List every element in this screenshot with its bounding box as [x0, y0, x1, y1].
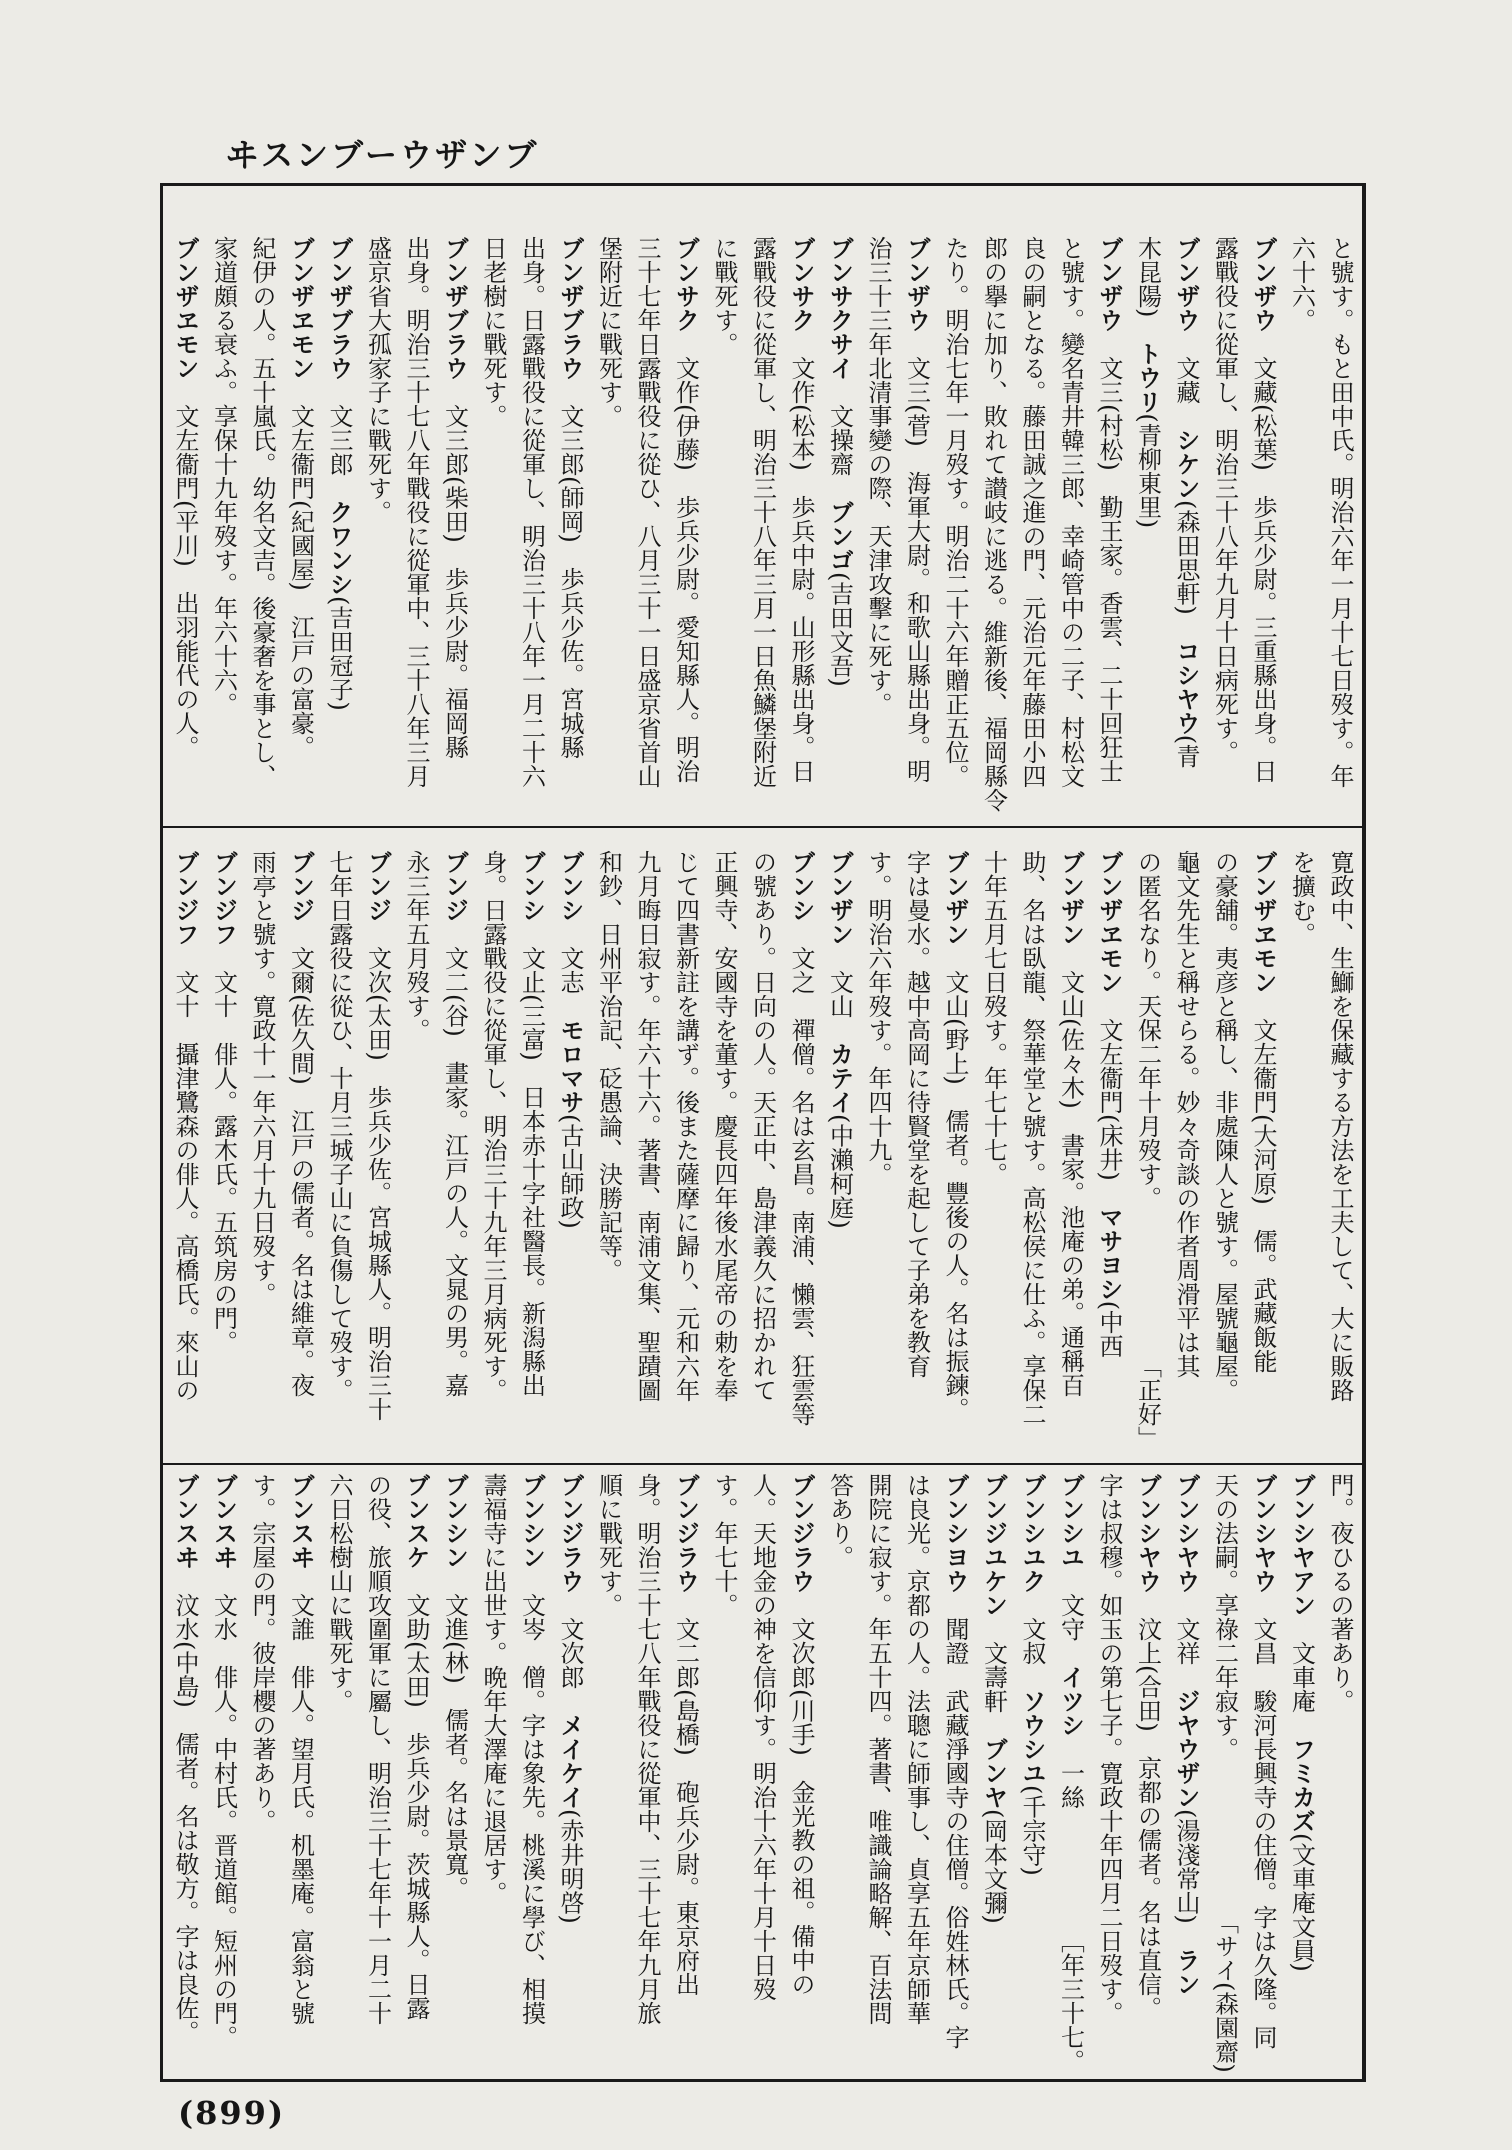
- reading-kana: ブンシヤウ: [1133, 1473, 1162, 1593]
- entry-column: [435, 236, 474, 820]
- entry-text: の豪舖。夷彦と稱し、非處陳人と號す。屋號龜屋。: [1210, 850, 1239, 1402]
- entry-column: [512, 850, 551, 1450]
- entry-text: す。明治六年歿す。年四十九。: [864, 850, 892, 1186]
- entry-column: [1282, 850, 1321, 1450]
- entry-column: [358, 236, 397, 820]
- entry-column: [1013, 236, 1052, 820]
- entry-text: 文昌 駿河長興寺の住僧。字は久隆。同: [1249, 1593, 1277, 2049]
- entry-text: 十年五月七日歿す。年七十七。: [979, 850, 1008, 1186]
- entry-column: [1013, 850, 1052, 1450]
- upper-tier: [165, 186, 1359, 826]
- reading-kana: ブンザブラウ: [325, 236, 353, 380]
- entry-column: [243, 236, 282, 820]
- reading-kana: ブンジユケン: [979, 1473, 1008, 1617]
- reading-kana: ブンザン: [1056, 850, 1085, 946]
- entry-column: [551, 1473, 590, 2073]
- entry-column: [1321, 850, 1360, 1450]
- entry-text: と號す。變名青井韓三郎、幸崎管中の二子、村松文: [1056, 236, 1085, 788]
- entry-text: 三十七年日露戰役に從ひ、八月三十一日盛京省首山: [633, 236, 661, 788]
- entry-column: [512, 236, 551, 820]
- reading-kana: ブンサク: [787, 236, 815, 332]
- dictionary-frame: [160, 183, 1366, 2082]
- entry-column: [1167, 850, 1206, 1450]
- entry-column: [1205, 1473, 1244, 2073]
- reading-kana: カテイ: [825, 1042, 854, 1114]
- entry-text: 文藏: [1172, 332, 1200, 428]
- entry-text: 文二(谷) 畫家。江戸の人。文晁の男。嘉: [440, 922, 469, 1397]
- entry-column: [936, 236, 975, 820]
- entry-text: 文作(松本) 歩兵中尉。山形縣出身。日: [787, 332, 815, 783]
- entry-column: [1013, 1473, 1052, 2073]
- entry-column: [1051, 1473, 1090, 2073]
- entry-text: 汶上(合田) 京都の儒者。名は直信。: [1133, 1593, 1162, 2020]
- entry-text: (岡本文彌): [979, 1809, 1008, 1924]
- entry-text: に戰死す。: [710, 236, 738, 356]
- entry-text: じて四書新註を講ず。後また薩摩に歸り、元和六年: [671, 850, 700, 1402]
- reading-kana: フミカズ: [1287, 1737, 1316, 1833]
- reading-kana: ラン: [1172, 1947, 1200, 1996]
- entry-column: [705, 1473, 744, 2073]
- entry-text: 七年日露役に從ひ、十月三城子山に負傷して歿す。: [325, 850, 353, 1402]
- entry-column: [859, 236, 898, 820]
- entry-text: 永三年五月歿す。: [402, 850, 430, 1042]
- entry-text: 文三郎(師岡) 歩兵少佐。宮城縣: [556, 380, 584, 759]
- entry-text: 文志: [556, 922, 584, 1018]
- reading-kana: ブンジ: [363, 850, 392, 922]
- entry-column: [1167, 236, 1206, 820]
- entry-column: [1090, 236, 1129, 820]
- entry-text: 文三(村松) 勤王家。香雲、二十回狂士: [1095, 332, 1123, 783]
- reading-kana: ブンスヰ: [286, 1473, 315, 1569]
- reading-kana: イツシ: [1056, 1665, 1085, 1737]
- entry-text: 文之 禪僧。名は玄昌。南浦、懶雲、狂雲等: [787, 922, 815, 1426]
- entry-column: [936, 850, 975, 1450]
- entry-column: [166, 1473, 205, 2073]
- reading-kana: モロマサ: [556, 1018, 584, 1114]
- reading-kana: ブンサクサイ: [825, 236, 854, 380]
- reading-kana: ブンスケ: [402, 1473, 430, 1569]
- entry-text: 文誰 俳人。望月氏。机墨庵。富翁と號: [286, 1569, 315, 2025]
- entry-text: 聞證 武藏淨國寺の住僧。俗姓林氏。字: [941, 1593, 969, 2049]
- entry-column: [666, 1473, 705, 2073]
- entry-column: [589, 850, 628, 1450]
- reading-kana: ブンジラウ: [787, 1473, 815, 1593]
- entry-text: 文次郎: [556, 1593, 584, 1713]
- reading-kana: マサヨシ: [1095, 1204, 1123, 1301]
- entry-column: [281, 236, 320, 820]
- entry-text: たり。明治七年一月歿す。明治二十六年贈正五位。: [941, 236, 969, 788]
- entry-column: [1244, 1473, 1283, 2073]
- entry-column: [320, 236, 359, 820]
- entry-column: [628, 236, 667, 820]
- entry-text: の役、旅順攻圍軍に屬し、明治三十七年十一月二十: [363, 1473, 392, 2025]
- reading-kana: ブンサク: [671, 236, 700, 332]
- entry-column: [551, 850, 590, 1450]
- entry-column: [204, 850, 243, 1450]
- entry-text: 文祥: [1172, 1593, 1200, 1689]
- entry-text: 紀伊の人。五十嵐氏。幼名文吉。後豪奢を事とし、: [248, 236, 276, 788]
- entry-text: 文止(三富) 日本赤十字社醫長。新潟縣出: [517, 922, 546, 1397]
- reading-kana: ブンザウ: [1095, 236, 1123, 332]
- entry-text: は良光。京都の人。法聰に師事し、貞享五年京師華: [902, 1473, 931, 2025]
- entry-column: [1321, 1473, 1360, 2073]
- entry-column: [666, 850, 705, 1450]
- entry-text: (吉田冠子): [325, 596, 353, 711]
- page-number: (899): [178, 2094, 286, 2132]
- entry-text: 和鈔、日州平治記、砭愚論、決勝記等。: [594, 850, 623, 1282]
- entry-column: [358, 1473, 397, 2073]
- entry-text: 身。日露戰役に從軍し、明治三十九年三月病死す。: [479, 850, 507, 1402]
- entry-column: [204, 1473, 243, 2073]
- entry-text: 文二郎(島橋) 砲兵少尉。東京府出: [671, 1593, 700, 1996]
- entry-text: 文左衞門(大河原) 儒。武藏飯能: [1249, 994, 1277, 1373]
- entry-text: (中西: [1095, 1300, 1123, 1359]
- entry-column: [204, 236, 243, 820]
- reading-kana: ブンザヱモン: [1249, 850, 1277, 994]
- entry-column: [397, 1473, 436, 2073]
- entry-text: 身。明治三十七八年戰役に從軍中、三十七年九月旅: [633, 1473, 661, 2025]
- entry-column: [859, 850, 898, 1450]
- entry-text: す。宗屋の門。彼岸櫻の著あり。: [248, 1473, 276, 1833]
- entry-text: (青柳東里): [1133, 413, 1162, 529]
- entry-column: [743, 850, 782, 1450]
- entry-text: の匿名なり。天保二年十月歿す。: [1133, 850, 1162, 1210]
- entry-text: 露戰役に從軍し、明治三十八年三月一日魚鱗堡附近: [748, 236, 777, 788]
- entry-column: [743, 1473, 782, 2073]
- entry-text: 六十六。: [1287, 236, 1316, 332]
- running-head: ヰスンブーウザンブ: [226, 136, 540, 174]
- entry-text: 文進(林) 儒者。名は景寬。: [440, 1569, 469, 1900]
- entry-column: [974, 850, 1013, 1450]
- entry-text: 人。天地金の神を信仰す。明治十六年十月十日歿: [748, 1473, 777, 2001]
- entry-text: 文水 俳人。中村氏。晋道館。短州の門。: [209, 1569, 238, 2049]
- reading-kana: ブンジラウ: [671, 1473, 700, 1593]
- entry-column: [435, 850, 474, 1450]
- entry-text: 文左衞門(紀國屋) 江戸の富豪。: [286, 380, 315, 759]
- entry-column: [589, 1473, 628, 2073]
- entry-text: 文十 俳人。露木氏。五筑房の門。: [209, 946, 238, 1354]
- entry-column: [1090, 1473, 1129, 2073]
- entry-column: [474, 236, 513, 820]
- entry-column: [1128, 236, 1167, 820]
- reading-kana: シケン: [1172, 428, 1200, 500]
- reading-kana: ブンジ: [440, 850, 469, 922]
- entry-column: [974, 236, 1013, 820]
- reading-kana: ブンゴ: [825, 500, 854, 572]
- entry-text: (吉田文吾): [825, 572, 854, 687]
- entry-text: 出身。明治三十七八年戰役に從軍中、三十八年三月: [402, 236, 430, 788]
- entry-column: [1321, 236, 1360, 820]
- reading-kana: ブンシユ: [1056, 1473, 1085, 1569]
- entry-text: 文叔: [1018, 1593, 1046, 1689]
- entry-text: 順に戰死す。: [594, 1473, 623, 1617]
- entry-column: [897, 1473, 936, 2073]
- reading-kana: ブンザヱモン: [286, 236, 315, 380]
- entry-column: [1244, 236, 1283, 820]
- entry-column: [320, 1473, 359, 2073]
- entry-text: 日老樹に戰死す。: [479, 236, 507, 428]
- reading-kana: ブンシ: [787, 850, 815, 922]
- entry-text: 文藏(松葉) 歩兵少尉。三重縣出身。日: [1249, 332, 1277, 783]
- entry-column: [243, 850, 282, 1450]
- entry-column: [897, 850, 936, 1450]
- entry-text: 字は曼水。越中高岡に待賢堂を起して子弟を教育: [902, 850, 931, 1378]
- entry-column: [666, 236, 705, 820]
- entry-text: 文十 攝津鷺森の俳人。高橋氏。來山の: [171, 946, 199, 1402]
- entry-column: [166, 850, 205, 1450]
- reading-kana: ブンシ: [517, 850, 546, 922]
- entry-column: [705, 236, 744, 820]
- continued-text: 「サイ(森園齋): [1210, 1910, 1239, 2073]
- entry-column: [743, 236, 782, 820]
- entry-text: 六日松樹山に戰死す。: [325, 1473, 353, 1713]
- entry-text: 文次郎(川手) 金光教の祖。備中の: [787, 1593, 815, 1996]
- entry-text: 文左衞門(平川) 出羽能代の人。: [171, 380, 199, 759]
- entry-text: 正興寺、安國寺を董す。慶長四年後水尾帝の勅を奉: [710, 850, 738, 1402]
- entry-text: 汶水(中島) 儒者。名は敬方。字は良佐。: [171, 1569, 199, 2044]
- entry-column: [320, 850, 359, 1450]
- entry-text: 文車庵: [1287, 1617, 1316, 1737]
- entry-text: 寛政中、生鰤を保藏する方法を工夫して、大に販路: [1326, 850, 1354, 1402]
- entry-text: を擴む。: [1287, 850, 1316, 946]
- entry-text: 家道頗る衰ふ。享保十九年歿す。年六十六。: [209, 236, 238, 716]
- entry-text: 文守: [1056, 1569, 1085, 1665]
- reading-kana: ブンザン: [825, 850, 854, 946]
- entry-column: [397, 850, 436, 1450]
- entry-column: [782, 850, 821, 1450]
- reading-kana: ブンシヤアン: [1287, 1473, 1316, 1617]
- entry-column: [628, 850, 667, 1450]
- entry-column: [166, 236, 205, 820]
- entry-text: の號あり。日向の人。天正中、島津義久に招かれて: [748, 850, 777, 1402]
- entry-text: 文三(菅) 海軍大尉。和歌山縣出身。明: [902, 332, 931, 783]
- entry-column: [1244, 850, 1283, 1450]
- reading-kana: コシヤウ: [1172, 638, 1200, 735]
- entry-column: [1282, 236, 1321, 820]
- entry-text: 龜文先生と稱せらる。妙々奇談の作者周滑平は其: [1172, 850, 1200, 1378]
- entry-text: 文爾(佐久間) 江戸の儒者。名は維章。夜: [286, 922, 315, 1397]
- entry-text: 文左衞門(床井): [1095, 994, 1123, 1205]
- entry-text: 文壽軒: [979, 1617, 1008, 1737]
- entry-column: [820, 1473, 859, 2073]
- reading-kana: クワンシ: [325, 500, 353, 596]
- entry-column: [1051, 850, 1090, 1450]
- entry-column: [281, 850, 320, 1450]
- entry-text: 文山(佐々木) 書家。池庵の弟。通稱百: [1056, 946, 1085, 1397]
- entry-column: [589, 236, 628, 820]
- entry-text: 一絲: [1056, 1737, 1085, 1809]
- entry-text: 壽福寺に出世す。晩年大澤庵に退居す。: [479, 1473, 507, 1905]
- reading-kana: ブンジ: [286, 850, 315, 922]
- entry-column: [1051, 236, 1090, 820]
- entry-text: 字は叔穆。如玉の第七子。寛政十年四月二日歿す。: [1095, 1473, 1123, 2025]
- entry-column: [435, 1473, 474, 2073]
- reading-kana: ブンザン: [941, 850, 969, 946]
- entry-column: [859, 1473, 898, 2073]
- entry-text: 堡附近に戰死す。: [594, 236, 623, 428]
- entry-text: 文三郎(柴田) 歩兵少尉。福岡縣: [440, 380, 469, 759]
- entry-column: [974, 1473, 1013, 2073]
- entry-text: 助、名は臥龍、祭華堂と號す。高松侯に仕ふ。享保二: [1018, 850, 1046, 1426]
- entry-column: [820, 236, 859, 820]
- entry-text: 天の法嗣。享祿二年寂す。: [1210, 1473, 1239, 1761]
- reading-kana: ブンザブラウ: [440, 236, 469, 380]
- entry-column: [897, 236, 936, 820]
- reading-kana: ブンシン: [517, 1473, 546, 1569]
- entry-text: (湯淺常山): [1172, 1809, 1200, 1948]
- reading-kana: ブンジラウ: [556, 1473, 584, 1593]
- entry-column: [1128, 850, 1167, 1450]
- reading-kana: ブンシヨウ: [941, 1473, 969, 1593]
- entry-column: [474, 1473, 513, 2073]
- reading-kana: ブンジフ: [209, 850, 238, 946]
- entry-text: (文車庵文員): [1287, 1833, 1316, 1972]
- entry-column: [243, 1473, 282, 2073]
- entry-text: 文山(野上) 儒者。豐後の人。名は振鍊。: [941, 946, 969, 1421]
- reading-kana: ブンシヤウ: [1249, 1473, 1277, 1593]
- entry-column: [1205, 236, 1244, 820]
- entry-text: 文山: [825, 946, 854, 1042]
- entry-column: [936, 1473, 975, 2073]
- entry-column: [1128, 1473, 1167, 2073]
- entry-text: 門。夜ひるの著あり。: [1326, 1473, 1354, 1713]
- entry-column: [628, 1473, 667, 2073]
- entry-column: [474, 850, 513, 1450]
- entry-text: (古山師政): [556, 1114, 584, 1229]
- entry-text: 文操齋: [825, 380, 854, 500]
- entry-text: (赤井明啓): [556, 1809, 584, 1924]
- entry-text: 九月晦日寂す。年六十六。著書、南浦文集、聖蹟圖: [633, 850, 661, 1402]
- reading-kana: ブンザヱモン: [171, 236, 199, 380]
- entry-text: す。年七十。: [710, 1473, 738, 1617]
- continued-text: ［年三十七。: [1056, 1929, 1085, 2073]
- reading-kana: ブンヤ: [979, 1737, 1008, 1809]
- reading-kana: ジヤウザン: [1172, 1689, 1200, 1809]
- entry-text: 文助(太田) 歩兵少尉。茨城縣人。日露: [402, 1569, 430, 2020]
- reading-kana: ブンザウ: [1249, 236, 1277, 332]
- entry-column: [281, 1473, 320, 2073]
- reading-kana: ブンザヱモン: [1095, 850, 1123, 994]
- entry-column: [551, 236, 590, 820]
- entry-text: 文作(伊藤) 歩兵少尉。愛知縣人。明治: [671, 332, 700, 783]
- reading-kana: ブンシヤウ: [1172, 1473, 1200, 1593]
- reading-kana: ブンスヰ: [209, 1473, 238, 1569]
- reading-kana: ブンザウ: [902, 236, 931, 332]
- reading-kana: ソウシユ: [1018, 1689, 1046, 1785]
- middle-tier: [165, 828, 1359, 1463]
- entry-column: [397, 236, 436, 820]
- entry-text: 良の嗣となる。藤田誠之進の門、元治元年藤田小四: [1018, 236, 1046, 788]
- entry-column: [782, 236, 821, 820]
- entry-text: (中瀨柯庭): [825, 1114, 854, 1229]
- entry-text: 出身。日露戰役に從軍し、明治三十八年一月二十六: [517, 236, 546, 788]
- entry-column: [1090, 850, 1129, 1450]
- reading-kana: ブンザウ: [1172, 236, 1200, 332]
- reading-kana: ブンザブラウ: [556, 236, 584, 380]
- reading-kana: ブンスヰ: [171, 1473, 199, 1569]
- entry-text: 露戰役に從軍し、明治三十八年九月十日病死す。: [1210, 236, 1239, 764]
- entry-text: 雨亭と號す。寛政十一年六月十九日歿す。: [248, 850, 276, 1306]
- entry-column: [358, 850, 397, 1450]
- reading-kana: ブンシユク: [1018, 1473, 1046, 1593]
- reading-kana: ブンシン: [440, 1473, 469, 1569]
- entry-column: [705, 850, 744, 1450]
- entry-text: 答あり。: [825, 1473, 854, 1569]
- entry-text: 文三郎: [325, 380, 353, 500]
- reading-kana: ブンジフ: [171, 850, 199, 946]
- reading-kana: ブンシ: [556, 850, 584, 922]
- continued-text: 「正好」: [1133, 1354, 1162, 1450]
- lower-tier: [165, 1465, 1359, 2079]
- entry-column: [820, 850, 859, 1450]
- entry-column: [512, 1473, 551, 2073]
- entry-text: 治三十三年北清事變の際、天津攻擊に死す。: [864, 236, 892, 716]
- entry-column: [782, 1473, 821, 2073]
- entry-text: 文岑 僧。字は象先。桃溪に學び、相摸: [517, 1569, 546, 2025]
- entry-text: 開院に寂す。年五十四。著書、唯識論略解、百法問: [864, 1473, 892, 2025]
- reading-kana: トウリ: [1133, 341, 1162, 414]
- entry-column: [1282, 1473, 1321, 2073]
- entry-text: 木昆陽): [1133, 236, 1162, 342]
- entry-text: と號す。もと田中氏。明治六年一月十七日歿す。年: [1326, 236, 1354, 788]
- entry-text: (青: [1172, 734, 1200, 769]
- entry-text: 文次(太田) 歩兵少佐。宮城縣人。明治三十: [363, 922, 392, 1421]
- entry-text: (森田思軒): [1172, 500, 1200, 639]
- reading-kana: メイケイ: [556, 1713, 584, 1809]
- entry-text: 盛京省大孤家子に戰死す。: [363, 236, 392, 524]
- entry-text: (千宗守): [1018, 1785, 1046, 1876]
- entry-column: [1167, 1473, 1206, 2073]
- entry-column: [1205, 850, 1244, 1450]
- entry-text: 郎の擧に加り、敗れて讃岐に逃る。維新後、福岡縣令: [979, 236, 1008, 812]
